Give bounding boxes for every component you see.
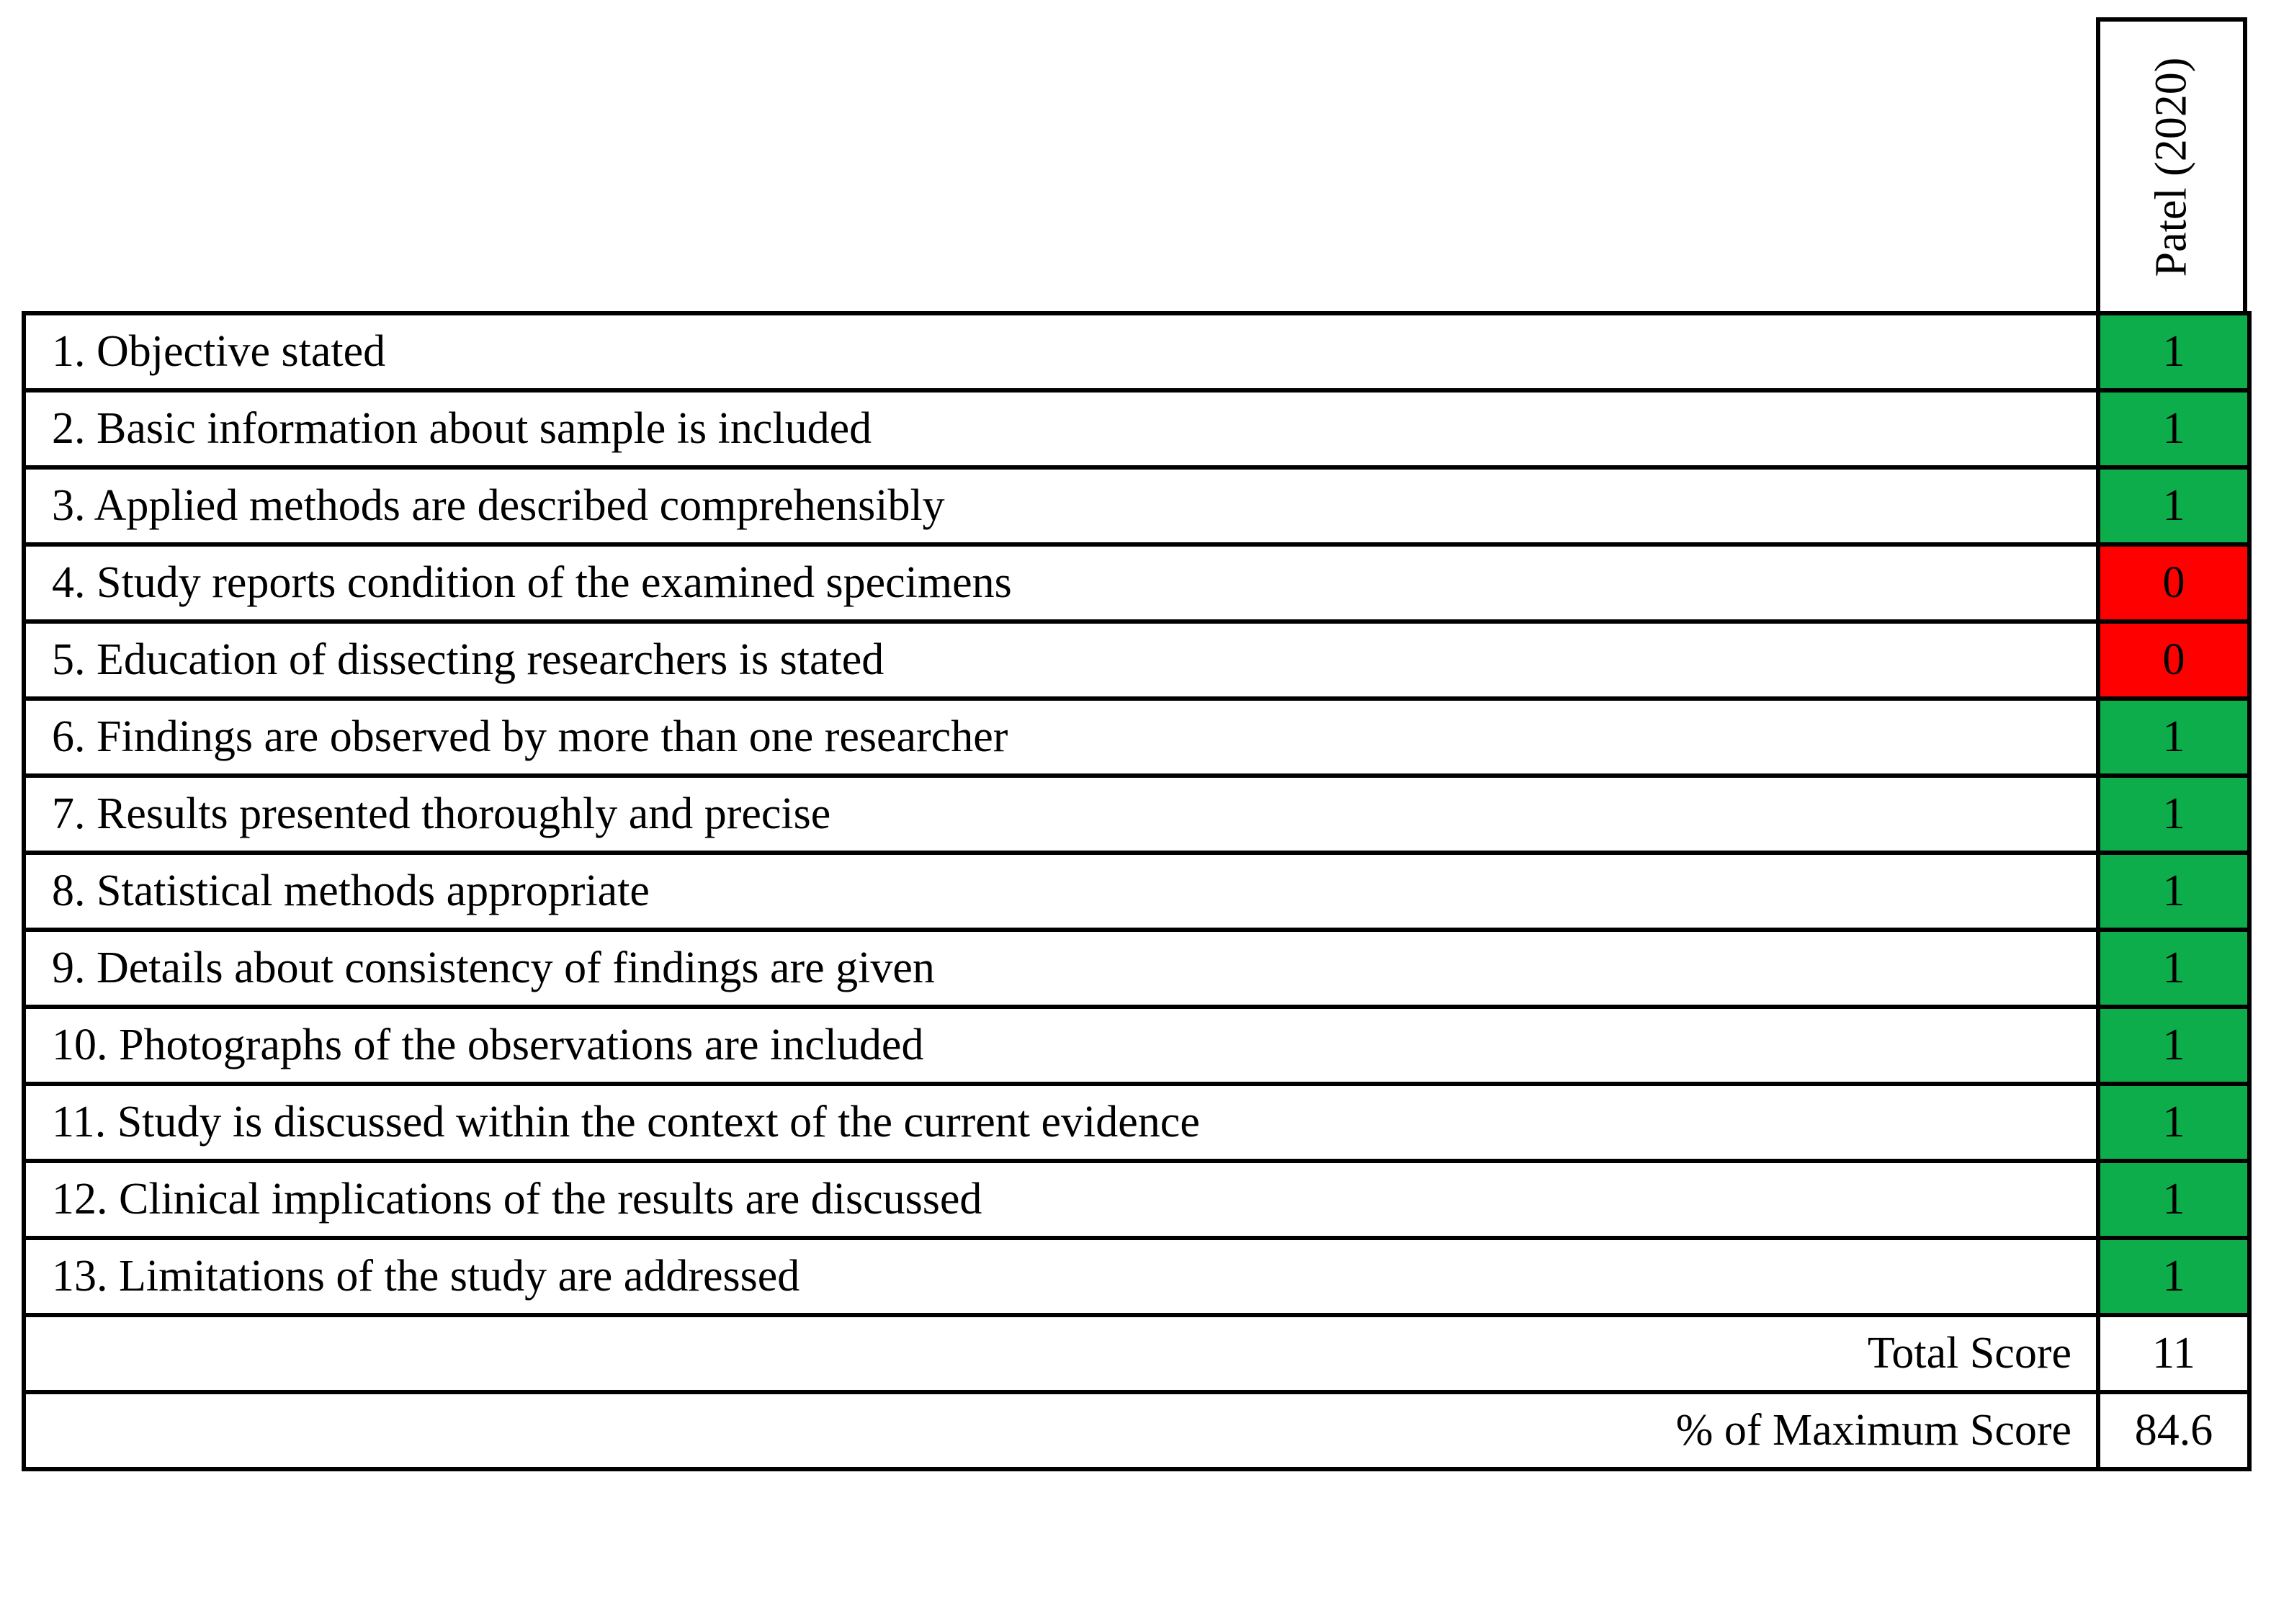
criterion-score: 1 [2098, 776, 2249, 853]
criterion-label: 10. Photographs of the observations are included [24, 1007, 2098, 1084]
total-score-row [24, 1315, 2249, 1392]
criterion-row [24, 313, 2249, 390]
criterion-score: 0 [2098, 544, 2249, 622]
criterion-label: 4. Study reports condition of the examined specimens [24, 544, 2098, 622]
criterion-score: 1 [2098, 467, 2249, 544]
assessment-table [22, 311, 2252, 1471]
criterion-score: 1 [2098, 1161, 2249, 1238]
criterion-score: 1 [2098, 313, 2249, 390]
criterion-row [24, 930, 2249, 1007]
criterion-score: 1 [2098, 390, 2249, 467]
study-name: Patel (2020) [2146, 57, 2196, 277]
criterion-score: 1 [2098, 1007, 2249, 1084]
criterion-row [24, 853, 2249, 930]
criterion-label: 7. Results presented thoroughly and precise [24, 776, 2098, 853]
criterion-score: 1 [2098, 930, 2249, 1007]
criterion-row [24, 544, 2249, 622]
criterion-label: 8. Statistical methods appropriate [24, 853, 2098, 930]
criterion-row [24, 1007, 2249, 1084]
criterion-row [24, 776, 2249, 853]
criterion-row [24, 1161, 2249, 1238]
criterion-label: 9. Details about consistency of findings are given [24, 930, 2098, 1007]
criterion-score: 1 [2098, 699, 2249, 776]
criterion-label: 2. Basic information about sample is included [24, 390, 2098, 467]
criterion-label: 11. Study is discussed within the context of the current evidence [24, 1084, 2098, 1161]
summary-label: Total Score [24, 1315, 2098, 1392]
criterion-label: 1. Objective stated [24, 313, 2098, 390]
criterion-score: 1 [2098, 1238, 2249, 1315]
criterion-row [24, 699, 2249, 776]
criterion-label: 13. Limitations of the study are addressed [24, 1238, 2098, 1315]
percent-max-score-row [24, 1392, 2249, 1469]
criterion-label: 6. Findings are observed by more than one researcher [24, 699, 2098, 776]
criterion-row [24, 1084, 2249, 1161]
assessment-table-body [24, 313, 2249, 1469]
criterion-row [24, 467, 2249, 544]
criterion-label: 3. Applied methods are described comprehensibly [24, 467, 2098, 544]
summary-value: 11 [2098, 1315, 2249, 1392]
criterion-row [24, 1238, 2249, 1315]
criterion-row [24, 622, 2249, 699]
criterion-label: 12. Clinical implications of the results are discussed [24, 1161, 2098, 1238]
criterion-score: 1 [2098, 1084, 2249, 1161]
summary-label: % of Maximum Score [24, 1392, 2098, 1469]
criterion-score: 1 [2098, 853, 2249, 930]
criterion-label: 5. Education of dissecting researchers is stated [24, 622, 2098, 699]
criterion-score: 0 [2098, 622, 2249, 699]
criterion-row [24, 390, 2249, 467]
summary-value: 84.6 [2098, 1392, 2249, 1469]
study-column-header [2096, 17, 2247, 313]
